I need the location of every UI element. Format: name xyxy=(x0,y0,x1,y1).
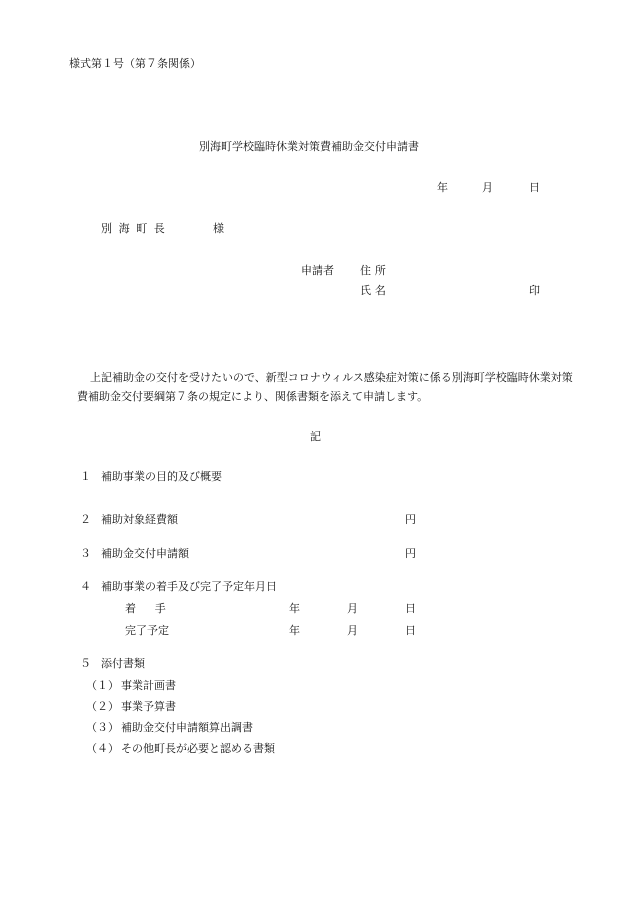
item-2-number: ２ xyxy=(80,513,91,526)
attachment-3-number: （３） xyxy=(86,721,119,734)
end-day: 日 xyxy=(405,624,416,637)
date-year: 年 xyxy=(437,181,448,194)
address-label: 住所 xyxy=(360,264,390,277)
item-3-number: ３ xyxy=(80,547,91,560)
document-title: 別海町学校臨時休業対策費補助金交付申請書 xyxy=(199,140,419,153)
item-4-label: 補助事業の着手及び完了予定年月日 xyxy=(101,580,277,593)
attachment-2-label: 事業予算書 xyxy=(121,700,176,713)
item-4-number: ４ xyxy=(80,580,91,593)
item-2-label: 補助対象経費額 xyxy=(101,513,178,526)
attachment-4-number: （４） xyxy=(86,742,119,755)
item-1-number: １ xyxy=(80,470,91,483)
item-5-label: 添付書類 xyxy=(101,657,145,670)
item-1-label: 補助事業の目的及び概要 xyxy=(101,470,222,483)
ki-heading: 記 xyxy=(310,430,321,443)
form-number: 様式第１号（第７条関係） xyxy=(69,57,201,70)
attachment-1-number: （１） xyxy=(86,679,119,692)
attachment-3-label: 補助金交付申請額算出調書 xyxy=(121,721,253,734)
item-5-number: ５ xyxy=(80,657,91,670)
item-2-unit: 円 xyxy=(405,513,416,526)
end-month: 月 xyxy=(347,624,358,637)
start-month: 月 xyxy=(347,602,358,615)
item-3-label: 補助金交付申請額 xyxy=(101,547,189,560)
end-label: 完了予定 xyxy=(125,624,169,637)
addressee-honorific: 様 xyxy=(213,222,224,235)
start-day: 日 xyxy=(405,602,416,615)
item-3-unit: 円 xyxy=(405,547,416,560)
name-label: 氏名 xyxy=(360,284,390,297)
date-day: 日 xyxy=(529,181,540,194)
seal-mark: 印 xyxy=(529,284,540,297)
start-year: 年 xyxy=(289,602,300,615)
application-statement: 上記補助金の交付を受けたいので、新型コロナウィルス感染症対策に係る別海町学校臨時休業対策費補助金交付要綱第７条の規定により、関係書類を添えて申請します。 xyxy=(77,371,573,403)
end-year: 年 xyxy=(289,624,300,637)
attachment-2-number: （２） xyxy=(86,700,119,713)
start-label: 着手 xyxy=(125,602,185,615)
attachment-1-label: 事業計画書 xyxy=(121,679,176,692)
attachment-4-label: その他町長が必要と認める書類 xyxy=(121,742,275,755)
addressee-name: 別海町長 xyxy=(101,222,172,235)
applicant-label: 申請者 xyxy=(301,264,334,277)
date-month: 月 xyxy=(482,181,493,194)
